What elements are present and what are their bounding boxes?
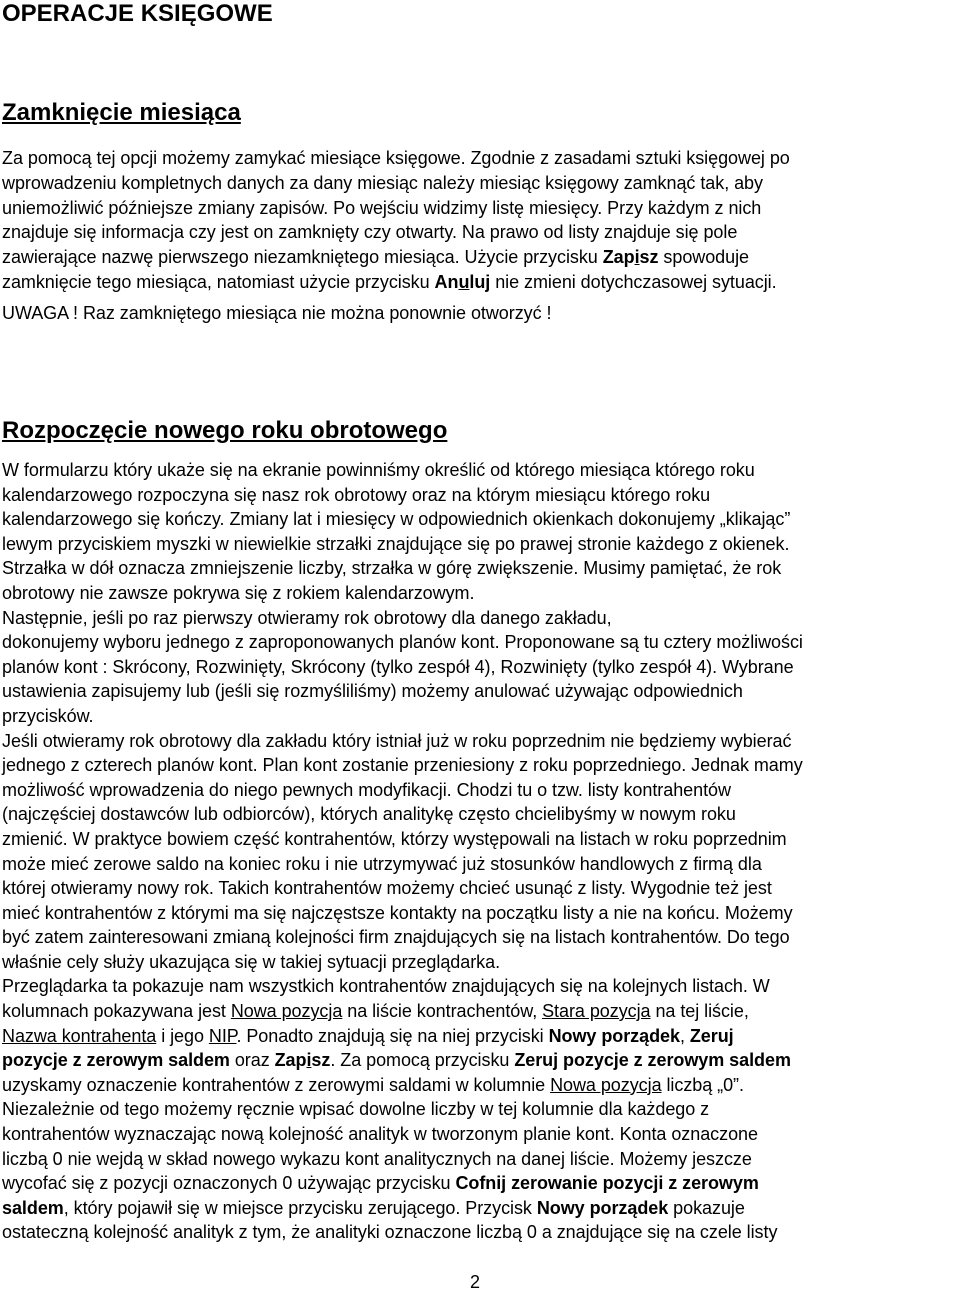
paragraph-line: mieć kontrahentów z którymi ma się najczęstsze kontakty na początku listy a nie na końcu. Możemy	[2, 902, 793, 923]
paragraph-line: wycofać się z pozycji oznaczonych 0 używając przycisku Cofnij zerowanie pozycji z zerowym	[2, 1173, 759, 1194]
paragraph-line: przycisków.	[2, 705, 94, 726]
save-button-ref: Zapisz	[602, 247, 659, 268]
undo-zeroing-button-ref: Cofnij zerowanie pozycji z zerowym	[455, 1173, 759, 1194]
paragraph-line: której otwieramy nowy rok. Takich kontrahentów możemy chcieć usunąć z listy. Wygodnie też jest	[2, 878, 772, 899]
paragraph-line: kalendarzowego rozpoczyna się nasz rok obrotowy oraz na którym miesiącu którego roku	[2, 484, 711, 505]
paragraph-line: pozycje z zerowym saldem oraz Zapisz. Za pomocą przycisku Zeruj pozycje z zerowym saldem	[2, 1050, 791, 1071]
paragraph-line: Niezależnie od tego możemy ręcznie wpisać dowolne liczby w tej kolumnie dla każdego z	[2, 1099, 710, 1120]
paragraph-line: może mieć zerowe saldo na koniec roku i nie utrzymywać już stosunków handlowych z firmą dla	[2, 853, 762, 874]
paragraph-line: Następnie, jeśli po raz pierwszy otwieramy rok obrotowy dla danego zakładu,	[2, 607, 612, 628]
column-name-contractor: Nazwa kontrahenta	[2, 1025, 157, 1046]
paragraph-line: obrotowy nie zawsze pokrywa się z rokiem kalendarzowym.	[2, 582, 475, 603]
paragraph-line: Jeśli otwieramy rok obrotowy dla zakładu który istniał już w roku poprzednim nie będziemy wybierać	[2, 730, 792, 751]
paragraph-line: jednego z czterech planów kont. Plan kont zostanie przeniesiony z roku poprzedniego. Jednak mamy	[2, 755, 803, 776]
cancel-button-ref: Anuluj	[434, 271, 491, 292]
paragraph-line: ustawienia zapisujemy lub (jeśli się rozmyśliliśmy) możemy anulować używając odpowiednich	[2, 681, 743, 702]
new-order-button-ref: Nowy porządek	[536, 1197, 669, 1218]
paragraph-line: kalendarzowego się kończy. Zmiany lat i miesięcy w odpowiednich okienkach dokonujemy „klikając”	[2, 509, 791, 530]
paragraph-line: planów kont : Skrócony, Rozwinięty, Skrócony (tylko zespół 4), Rozwinięty (tylko zespół 4). Wybrane	[2, 656, 794, 677]
page-number: 2	[470, 1272, 481, 1292]
paragraph-line: ostateczną kolejność analityk z tym, że analityki oznaczone liczbą 0 a znajdujące się na czele listy	[2, 1222, 778, 1243]
paragraph-line: lewym przyciskiem myszki w niewielkie strzałki znajdujące się po prawej stronie każdego z okienek.	[2, 533, 790, 554]
paragraph-line: uniemożliwić późniejsze zmiany zapisów. Po wejściu widzimy listę miesięcy. Przy każdym z nich	[2, 197, 762, 218]
paragraph-line: kolumnach pokazywana jest Nowa pozycja na liście kontrachentów, Stara pozycja na tej liście,	[2, 1001, 749, 1022]
zero-positions-button-ref: Zeruj	[689, 1025, 734, 1046]
warning-line: UWAGA ! Raz zamkniętego miesiąca nie można ponownie otworzyć !	[2, 302, 552, 323]
column-name-new-position: Nowa pozycja	[230, 1001, 343, 1022]
paragraph-line: liczbą 0 nie wejdą w skład nowego wykazu kont analitycznych na danej liście. Możemy jeszcze	[2, 1148, 752, 1169]
paragraph-line: właśnie cely służy ukazująca się w takiej sytuacji przeglądarka.	[2, 951, 501, 972]
column-name-old-position: Stara pozycja	[542, 1001, 651, 1022]
section-heading-month-close: Zamknięcie miesiąca	[2, 99, 241, 126]
paragraph-line: Nazwa kontrahenta i jego NIP. Ponadto znajdują się na niej przyciski Nowy porządek, Zeruj	[2, 1025, 734, 1046]
paragraph-line: kontrahentów wyznaczając nową kolejność analityk w tworzonym planie kont. Konta oznaczone	[2, 1124, 758, 1145]
page-title: OPERACJE KSIĘGOWE	[2, 0, 273, 27]
paragraph-line: znajduje się informacja czy jest on zamknięty czy otwarty. Na prawo od listy znajduje się pole	[2, 222, 738, 243]
paragraph-line: wprowadzeniu kompletnych danych za dany miesiąc należy miesiąc księgowy zamknąć tak, aby	[2, 172, 763, 193]
paragraph-line: zmienić. W praktyce bowiem część kontrahentów, którzy występowali na listach w roku poprzednim	[2, 828, 787, 849]
paragraph-line: saldem, który pojawił się w miejsce przycisku zerującego. Przycisk Nowy porządek pokazuje	[2, 1197, 745, 1218]
section-new-fiscal-year-body	[2, 458, 960, 1245]
paragraph-line: dokonujemy wyboru jednego z zaproponowanych planów kont. Proponowane są tu cztery możliwości	[2, 632, 803, 653]
save-button-ref: Zapisz	[274, 1050, 331, 1071]
paragraph-line: zawierające nazwę pierwszego niezamkniętego miesiąca. Użycie przycisku Zapisz spowoduje	[2, 247, 750, 268]
paragraph-line: Przeglądarka ta pokazuje nam wszystkich kontrahentów znajdujących się na kolejnych listach. W	[2, 976, 770, 997]
column-name-nip: NIP	[208, 1025, 237, 1046]
paragraph-line: W formularzu który ukaże się na ekranie powinniśmy określić od którego miesiąca którego roku	[2, 460, 755, 480]
section-month-close-body	[2, 146, 960, 326]
paragraph-line: możliwość wprowadzenia do niego pewnych modyfikacji. Chodzi tu o tzw. listy kontrahentów	[2, 779, 731, 800]
paragraph-line: zamknięcie tego miesiąca, natomiast użycie przycisku Anuluj nie zmieni dotychczasowej sytuacji.	[2, 271, 777, 292]
paragraph-line: Strzałka w dół oznacza zmniejszenie liczby, strzałka w górę zwiększenie. Musimy pamiętać, że rok	[2, 558, 782, 579]
new-order-button-ref: Nowy porządek	[548, 1025, 680, 1046]
paragraph-line: (najczęściej dostawców lub odbiorców), których analitykę często chcielibyśmy w nowym roku	[2, 804, 736, 825]
section-heading-new-fiscal-year: Rozpoczęcie nowego roku obrotowego	[2, 417, 448, 444]
paragraph-line: być zatem zainteresowani zmianą kolejności firm znajdujących się na listach kontrahentów. Do tego	[2, 927, 790, 948]
paragraph-line: Za pomocą tej opcji możemy zamykać miesiące księgowe. Zgodnie z zasadami sztuki księgowej po	[2, 148, 790, 168]
paragraph-line: uzyskamy oznaczenie kontrahentów z zerowymi saldami w kolumnie Nowa pozycja liczbą „0”.	[2, 1074, 744, 1095]
column-name-new-position: Nowa pozycja	[550, 1074, 662, 1095]
zero-positions-button-ref: Zeruj pozycje z zerowym saldem	[514, 1050, 791, 1071]
